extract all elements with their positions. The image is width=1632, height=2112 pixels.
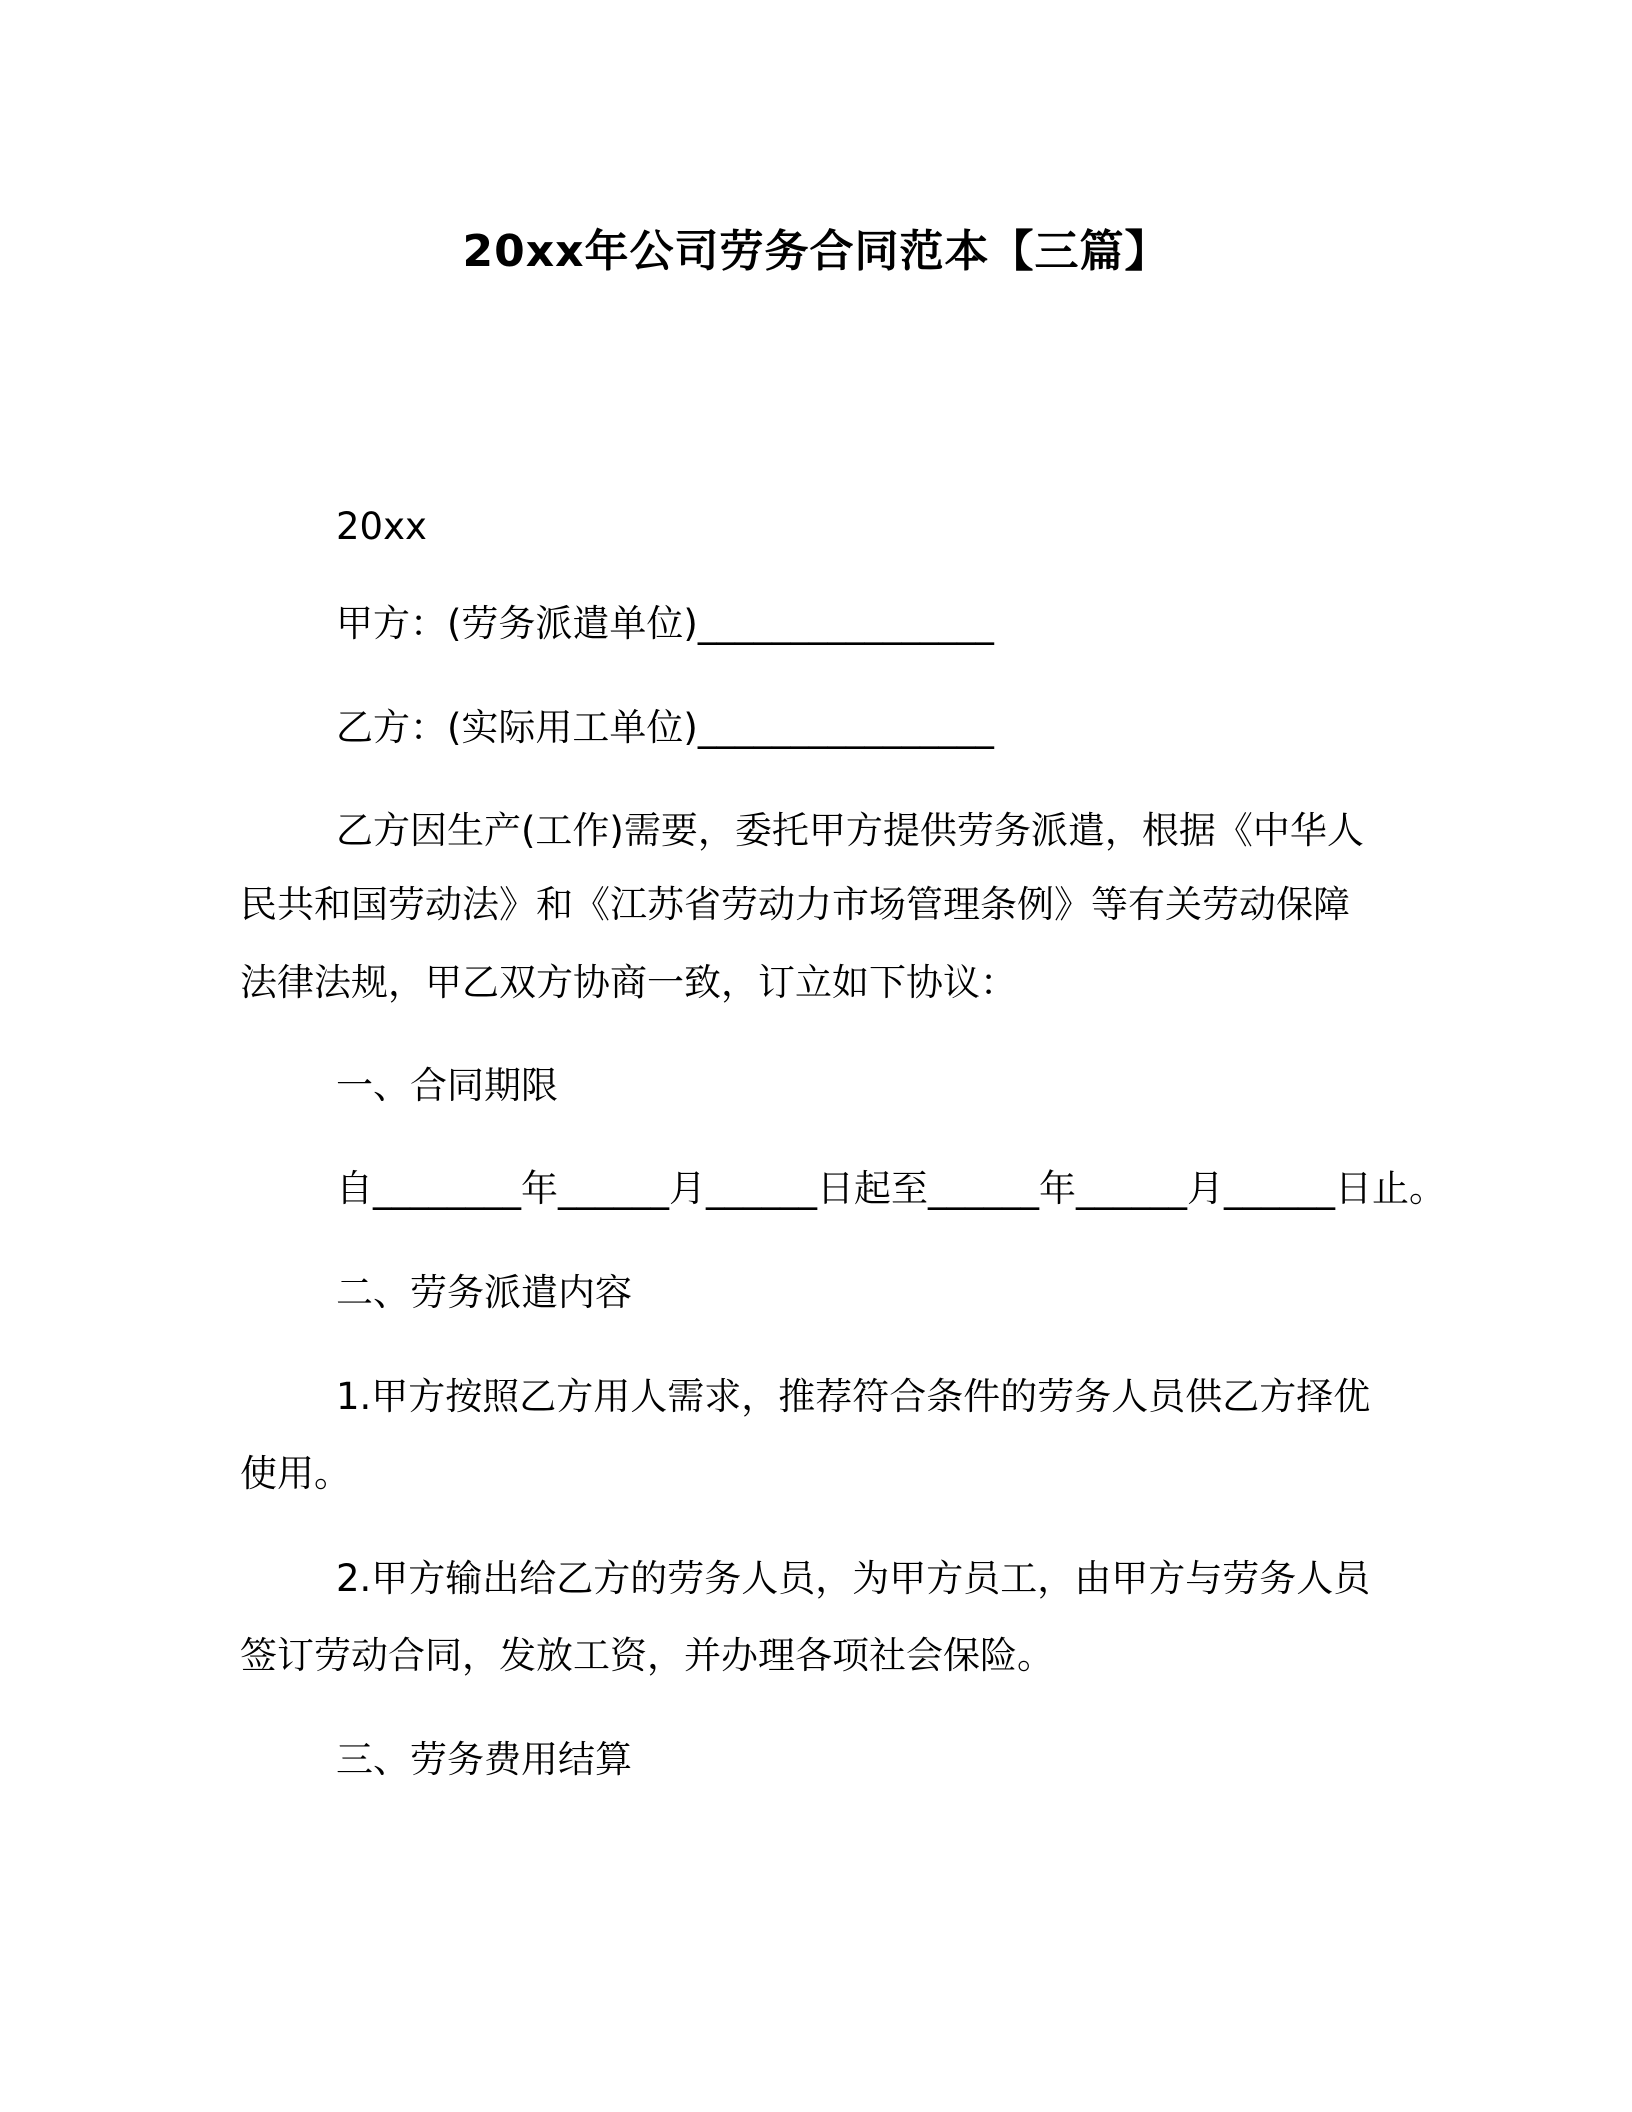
intro-line-2: 民共和国劳动法》和《江苏省劳动力市场管理条例》等有关劳动保障	[240, 883, 1350, 926]
intro-line-3: 法律法规，甲乙双方协商一致，订立如下协议：	[240, 961, 1017, 1004]
item1-line-2: 使用。	[240, 1452, 351, 1495]
contract-term-line: 自________年______月______日起至______年______月______日止。	[336, 1167, 1446, 1210]
party-a-line: 甲方：(劳务派遣单位)________________	[336, 602, 994, 645]
section1-heading: 一、合同期限	[336, 1064, 558, 1107]
item2-line-1: 2.甲方输出给乙方的劳务人员，为甲方员工，由甲方与劳务人员	[336, 1557, 1371, 1600]
year-line: 20xx	[336, 505, 427, 548]
intro-line-1: 乙方因生产(工作)需要，委托甲方提供劳务派遣，根据《中华人	[336, 809, 1364, 852]
section2-heading: 二、劳务派遣内容	[336, 1271, 632, 1314]
document-title: 20xx年公司劳务合同范本【三篇】	[462, 226, 1170, 277]
party-b-line: 乙方：(实际用工单位)________________	[336, 706, 994, 749]
item1-line-1: 1.甲方按照乙方用人需求，推荐符合条件的劳务人员供乙方择优	[336, 1375, 1371, 1418]
section3-heading: 三、劳务费用结算	[336, 1738, 632, 1781]
item2-line-2: 签订劳动合同，发放工资，并办理各项社会保险。	[240, 1634, 1054, 1677]
